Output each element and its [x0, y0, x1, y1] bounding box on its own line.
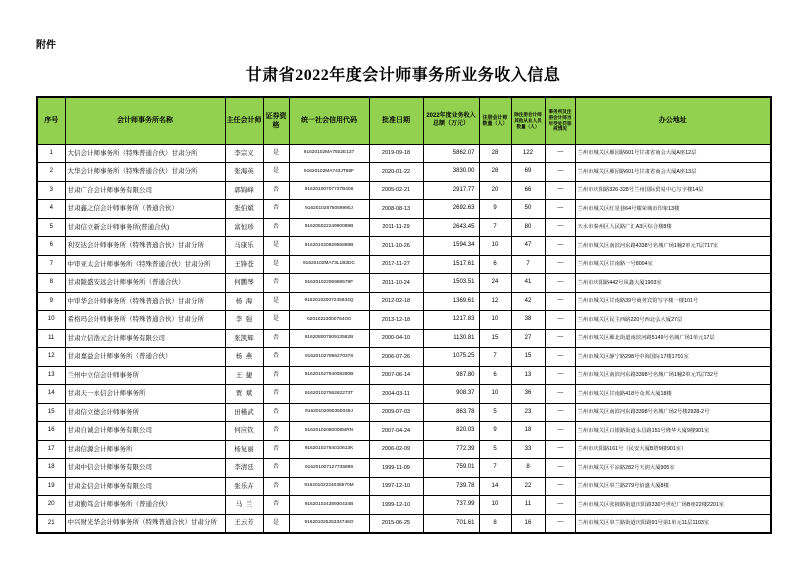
cell-approval-date: 2006-07-26: [369, 348, 423, 367]
cell-credit-code: 91620102224038570M: [289, 477, 369, 496]
cell-revenue: 1369.61: [423, 292, 479, 311]
cell-cpa-count: 15: [479, 329, 511, 348]
cell-index: 7: [37, 255, 65, 274]
cell-chief-accountant: 郭锦峰: [225, 181, 263, 200]
cell-chief-accountant: 王锋苍: [225, 255, 263, 274]
cell-approval-date: 2000-04-10: [369, 329, 423, 348]
cell-punishment: -----: [545, 274, 575, 293]
cell-index: 18: [37, 459, 65, 478]
cell-credit-code: 91620102525334746O: [289, 514, 369, 533]
cell-address: 兰州市城关区甘南路418号众邦大厦18楼: [575, 385, 771, 404]
cell-approval-date: 2008-08-13: [369, 200, 423, 219]
cell-approval-date: 1999-12-10: [369, 496, 423, 515]
cell-firm-name: 甘肃立信浩元会计师事务有限公司: [65, 329, 225, 348]
cell-punishment: -----: [545, 366, 575, 385]
cell-firm-name: 甘肃信立德会计师事务所: [65, 403, 225, 422]
cell-index: 5: [37, 218, 65, 237]
table-row: [37, 181, 771, 200]
cell-securities-qualification: 是: [263, 237, 289, 256]
cell-index: 15: [37, 403, 65, 422]
cell-firm-name: 甘肃信源会计师事务所: [65, 440, 225, 459]
cell-other-staff-count: 69: [511, 163, 545, 182]
cell-cpa-count: 14: [479, 477, 511, 496]
cell-address: 兰州市庆阳路161号（民安大厦B塔9楼901室）: [575, 440, 771, 459]
cell-revenue: 1075.25: [423, 348, 479, 367]
table-row: [37, 218, 771, 237]
cell-revenue: 737.99: [423, 496, 479, 515]
cell-securities-qualification: 是: [263, 144, 289, 163]
cell-cpa-count: 12: [479, 292, 511, 311]
cell-address: 兰州市庆阳路442号凤鑫大厦1903室: [575, 274, 771, 293]
cell-chief-accountant: 何应钦: [225, 422, 263, 441]
cell-other-staff-count: 27: [511, 329, 545, 348]
cell-approval-date: 2011-11-29: [369, 218, 423, 237]
cell-approval-date: 2009-07-03: [369, 403, 423, 422]
cell-index: 12: [37, 348, 65, 367]
cell-approval-date: 2012-02-18: [369, 292, 423, 311]
cell-credit-code: 62010223000764O0: [289, 311, 369, 330]
cell-other-staff-count: 16: [511, 514, 545, 533]
cell-securities-qualification: 否: [263, 274, 289, 293]
cell-securities-qualification: 否: [263, 366, 289, 385]
cell-firm-name: 中兴财光华会计师事务所（特殊普通合伙）甘肃分所: [65, 514, 225, 533]
cell-firm-name: 甘肃鑫之信会计师事务所（普通合伙）: [65, 200, 225, 219]
revenue-table: [36, 96, 772, 534]
cell-punishment: -----: [545, 218, 575, 237]
cell-address: 兰州市城关区甘南路39号商务宾馆写字楼一楼101号: [575, 292, 771, 311]
cell-cpa-count: 20: [479, 181, 511, 200]
cell-approval-date: 2020-01-22: [369, 163, 423, 182]
table-row: [37, 255, 771, 274]
cell-securities-qualification: 是: [263, 514, 289, 533]
attachment-label: 附件: [36, 40, 56, 51]
table-row: [37, 163, 771, 182]
cell-punishment: -----: [545, 255, 575, 274]
cell-chief-accountant: 杨 燕: [225, 348, 263, 367]
cell-punishment: -----: [545, 311, 575, 330]
cell-chief-accountant: 张乐卉: [225, 477, 263, 496]
column-header-address: 办公地址: [575, 97, 771, 144]
cell-revenue: 759.01: [423, 459, 479, 478]
cell-securities-qualification: 否: [263, 348, 289, 367]
cell-firm-name: 甘肃陇盛安远会计师事务所（普通合伙）: [65, 274, 225, 293]
cell-punishment: -----: [545, 422, 575, 441]
table-row: [37, 292, 771, 311]
cell-chief-accountant: 王 捷: [225, 366, 263, 385]
cell-cpa-count: 7: [479, 218, 511, 237]
cell-punishment: -----: [545, 496, 575, 515]
cell-revenue: 3830.00: [423, 163, 479, 182]
cell-address: 兰州市城关区雁园路601号甘肃省商会大厦A座13层: [575, 163, 771, 182]
cell-cpa-count: 5: [479, 440, 511, 459]
cell-punishment: -----: [545, 144, 575, 163]
cell-chief-accountant: 杨 海: [225, 292, 263, 311]
column-header-chief-accountant: 主任会计师: [225, 97, 263, 144]
cell-approval-date: 2015-06-25: [369, 514, 423, 533]
cell-other-staff-count: 47: [511, 237, 545, 256]
cell-approval-date: 2013-12-18: [369, 311, 423, 330]
cell-approval-date: 2006-02-09: [369, 440, 423, 459]
cell-credit-code: 91620102MA7502E137: [289, 144, 369, 163]
cell-index: 11: [37, 329, 65, 348]
cell-index: 21: [37, 514, 65, 533]
cell-credit-code: 91620102MA743JT86F: [289, 163, 369, 182]
cell-credit-code: 91620102784010613K: [289, 440, 369, 459]
cell-revenue: 2643.45: [423, 218, 479, 237]
cell-securities-qualification: 否: [263, 459, 289, 478]
cell-other-staff-count: 18: [511, 422, 545, 441]
cell-address: 兰州市城关区南滨河东路3398号名城广场2号楼2928-2号: [575, 403, 771, 422]
cell-chief-accountant: 张伯斌: [225, 200, 263, 219]
cell-approval-date: 1997-12-10: [369, 477, 423, 496]
cell-revenue: 701.61: [423, 514, 479, 533]
cell-firm-name: 甘肃广合会计师事务有限公司: [65, 181, 225, 200]
column-header-credit-code: 统一社会信用代码: [289, 97, 369, 144]
cell-punishment: -----: [545, 385, 575, 404]
column-header-other-staff-count: 除注册会计师其他从业人员数量（人）: [511, 97, 545, 144]
table-row: [37, 329, 771, 348]
cell-punishment: -----: [545, 348, 575, 367]
cell-chief-accountant: 贾 斌: [225, 385, 263, 404]
cell-other-staff-count: 15: [511, 348, 545, 367]
cell-cpa-count: 24: [479, 274, 511, 293]
cell-firm-name: 甘肃信立新会计师事务所(普通合伙): [65, 218, 225, 237]
cell-firm-name: 大信会计师事务所（特殊普通合伙）甘肃分所: [65, 144, 225, 163]
cell-punishment: -----: [545, 403, 575, 422]
cell-index: 17: [37, 440, 65, 459]
cell-firm-name: 甘肃自诚会计师事务有限公司: [65, 422, 225, 441]
cell-securities-qualification: 否: [263, 181, 289, 200]
cell-credit-code: 91620100707737B406: [289, 181, 369, 200]
cell-credit-code: 91620102MA73L1B3DC: [289, 255, 369, 274]
cell-chief-accountant: 张海英: [225, 163, 263, 182]
cell-credit-code: 916201027896270378: [289, 348, 369, 367]
cell-revenue: 2917.77: [423, 181, 479, 200]
cell-approval-date: 2005-02-21: [369, 181, 423, 200]
cell-address: 兰州市城关区白银路街道永昌路151号隆华大厦9楼901室: [575, 422, 771, 441]
cell-address: 兰州市城关区平凉路282号天润大厦905室: [575, 459, 771, 478]
cell-approval-date: 2007-04-24: [369, 422, 423, 441]
table-row: [37, 422, 771, 441]
cell-index: 2: [37, 163, 65, 182]
cell-revenue: 908.37: [423, 385, 479, 404]
column-header-cpa-count: 注册会计师数量（人）: [479, 97, 511, 144]
cell-securities-qualification: 是: [263, 163, 289, 182]
cell-firm-name: 利安达会计师事务所（特殊普通合伙）甘肃分所: [65, 237, 225, 256]
cell-cpa-count: 28: [479, 144, 511, 163]
cell-address: 兰州市城关区皋兰路279号佰盛大厦8楼: [575, 477, 771, 496]
cell-other-staff-count: 13: [511, 366, 545, 385]
cell-securities-qualification: 否: [263, 329, 289, 348]
cell-address: 兰州市城关区皋兰路街道庆阳路91号第1单元11层1103室: [575, 514, 771, 533]
cell-address: 兰州市城关区雁北街道南滨河路5149号名城广场1单元17层: [575, 329, 771, 348]
cell-chief-accountant: 李清廷: [225, 459, 263, 478]
cell-index: 6: [37, 237, 65, 256]
cell-cpa-count: 9: [479, 200, 511, 219]
cell-firm-name: 兰州中立信会计师事务所: [65, 366, 225, 385]
cell-securities-qualification: 是: [263, 292, 289, 311]
cell-securities-qualification: 否: [263, 403, 289, 422]
cell-address: 兰州市庆阳路326-328号兰州国际贸易中心写字楼14层: [575, 181, 771, 200]
cell-punishment: -----: [545, 477, 575, 496]
cell-cpa-count: 10: [479, 385, 511, 404]
table-row: [37, 403, 771, 422]
cell-approval-date: 2011-10-26: [369, 237, 423, 256]
cell-chief-accountant: 马康乐: [225, 237, 263, 256]
table-row: [37, 477, 771, 496]
column-header-securities-qualification: 证券资格: [263, 97, 289, 144]
cell-revenue: 1130.81: [423, 329, 479, 348]
cell-approval-date: 2007-06-14: [369, 366, 423, 385]
cell-index: 10: [37, 311, 65, 330]
cell-securities-qualification: 否: [263, 200, 289, 219]
table-row: [37, 348, 771, 367]
cell-firm-name: 中审华会计师事务所（特殊普通合伙）甘肃分所: [65, 292, 225, 311]
cell-approval-date: 1999-11-09: [369, 459, 423, 478]
cell-index: 3: [37, 181, 65, 200]
cell-revenue: 1517.61: [423, 255, 479, 274]
column-header-punishment: 事务所及注册会计师当年受处罚惩戒情况: [545, 97, 575, 144]
cell-address: 兰州市城关区张掖路街道庆阳路330号世纪广场B座22楼2201室: [575, 496, 771, 515]
table-row: [37, 237, 771, 256]
cell-revenue: 987.80: [423, 366, 479, 385]
column-header-approval-date: 批准日期: [369, 97, 423, 144]
cell-address: 兰州市城关区甘南路一号8004室: [575, 255, 771, 274]
cell-address: 兰州市城关区南滨河东路3398号名城广场1幢2单元7层732号: [575, 366, 771, 385]
cell-cpa-count: 10: [479, 311, 511, 330]
cell-cpa-count: 8: [479, 514, 511, 533]
cell-other-staff-count: 122: [511, 144, 545, 163]
cell-credit-code: 91620102092955868B: [289, 237, 369, 256]
cell-revenue: 820.03: [423, 422, 479, 441]
cell-chief-accountant: 张凯辉: [225, 329, 263, 348]
cell-other-staff-count: 7: [511, 255, 545, 274]
cell-other-staff-count: 36: [511, 385, 545, 404]
cell-cpa-count: 6: [479, 255, 511, 274]
cell-index: 16: [37, 422, 65, 441]
cell-chief-accountant: 马 兰: [225, 496, 263, 515]
cell-cpa-count: 10: [479, 237, 511, 256]
cell-approval-date: 2011-10-24: [369, 274, 423, 293]
cell-cpa-count: 9: [479, 422, 511, 441]
cell-revenue: 863.78: [423, 403, 479, 422]
cell-revenue: 739.78: [423, 477, 479, 496]
table-row: [37, 200, 771, 219]
cell-credit-code: 91620102438930434B: [289, 496, 369, 515]
cell-securities-qualification: 否: [263, 440, 289, 459]
cell-other-staff-count: 42: [511, 292, 545, 311]
cell-index: 19: [37, 477, 65, 496]
cell-firm-name: 甘肃勤笃会计师事务所（普通合伙）: [65, 496, 225, 515]
cell-cpa-count: 10: [479, 496, 511, 515]
cell-chief-accountant: 杨复丽: [225, 440, 263, 459]
cell-firm-name: 甘肃中信会计师事务有限公司: [65, 459, 225, 478]
cell-other-staff-count: 11: [511, 496, 545, 515]
cell-firm-name: 甘肃天一永信会计师事务所: [65, 385, 225, 404]
table-row: [37, 274, 771, 293]
cell-index: 9: [37, 292, 65, 311]
cell-securities-qualification: 否: [263, 422, 289, 441]
cell-credit-code: 91620102756262273T: [289, 385, 369, 404]
column-header-revenue: 2022年度业务收入总额（万元）: [423, 97, 479, 144]
cell-credit-code: 91620102794008280B: [289, 366, 369, 385]
cell-punishment: -----: [545, 181, 575, 200]
cell-securities-qualification: 是: [263, 311, 289, 330]
cell-securities-qualification: 否: [263, 477, 289, 496]
cell-credit-code: 91620102295989579F: [289, 274, 369, 293]
cell-approval-date: 2004-03-11: [369, 385, 423, 404]
cell-index: 20: [37, 496, 65, 515]
cell-cpa-count: 7: [479, 459, 511, 478]
cell-firm-name: 大华会计师事务所（特殊普通合伙）甘肃分所: [65, 163, 225, 182]
cell-address: 天水市秦州区人民路广汇A3区综合楼8楼: [575, 218, 771, 237]
cell-securities-qualification: 否: [263, 496, 289, 515]
cell-credit-code: 91620102007245934Q: [289, 292, 369, 311]
cell-approval-date: 2017-11-27: [369, 255, 423, 274]
cell-punishment: -----: [545, 440, 575, 459]
cell-other-staff-count: 50: [511, 200, 545, 219]
cell-securities-qualification: 是: [263, 255, 289, 274]
cell-address: 兰州市城关区雁园路601号甘肃省商会大厦A座12层: [575, 144, 771, 163]
table-row: [37, 514, 771, 533]
cell-revenue: 5862.07: [423, 144, 479, 163]
cell-revenue: 2692.63: [423, 200, 479, 219]
table-body: [37, 144, 771, 533]
cell-cpa-count: 7: [479, 348, 511, 367]
cell-punishment: -----: [545, 459, 575, 478]
header-row: [37, 97, 771, 144]
table-row: [37, 385, 771, 404]
cell-other-staff-count: 33: [511, 440, 545, 459]
cell-punishment: -----: [545, 514, 575, 533]
cell-securities-qualification: 否: [263, 218, 289, 237]
cell-credit-code: 91620102090350049J: [289, 403, 369, 422]
cell-punishment: -----: [545, 329, 575, 348]
cell-index: 1: [37, 144, 65, 163]
cell-revenue: 772.39: [423, 440, 479, 459]
cell-index: 8: [37, 274, 65, 293]
cell-revenue: 1503.51: [423, 274, 479, 293]
table-row: [37, 459, 771, 478]
cell-index: 4: [37, 200, 65, 219]
page-title: 甘肃省2022年度会计师事务所业务收入信息: [245, 67, 561, 84]
cell-credit-code: 916201020800085IRN: [289, 422, 369, 441]
cell-punishment: -----: [545, 292, 575, 311]
cell-firm-name: 希格玛会计师事务所（特殊普通合伙）甘肃分所: [65, 311, 225, 330]
cell-address: 兰州市城关区静宁路298号中海国际17楼1701室: [575, 348, 771, 367]
cell-other-staff-count: 22: [511, 477, 545, 496]
cell-cpa-count: 5: [479, 403, 511, 422]
cell-index: 13: [37, 366, 65, 385]
table-row: [37, 440, 771, 459]
cell-chief-accountant: 何鹏琴: [225, 274, 263, 293]
cell-cpa-count: 28: [479, 163, 511, 182]
cell-chief-accountant: 王云芳: [225, 514, 263, 533]
table-row: [37, 144, 771, 163]
cell-firm-name: 甘肃嘉益会计师事务所（普通合伙）: [65, 348, 225, 367]
cell-securities-qualification: 否: [263, 385, 289, 404]
cell-approval-date: 2019-09-18: [369, 144, 423, 163]
cell-punishment: -----: [545, 163, 575, 182]
cell-address: 兰州市城关区红星巷64号耀荣城市印象13楼: [575, 200, 771, 219]
cell-index: 14: [37, 385, 65, 404]
cell-chief-accountant: 田槿武: [225, 403, 263, 422]
cell-credit-code: 91620502224990089B: [289, 218, 369, 237]
cell-firm-name: 甘肃金信会计师事务有限公司: [65, 477, 225, 496]
cell-revenue: 1594.34: [423, 237, 479, 256]
cell-chief-accountant: 李 强: [225, 311, 263, 330]
cell-address: 兰州市城关区民主西路220号西北弘大厦27层: [575, 311, 771, 330]
cell-cpa-count: 6: [479, 366, 511, 385]
cell-punishment: -----: [545, 200, 575, 219]
table-row: [37, 366, 771, 385]
cell-chief-accountant: 李宗义: [225, 144, 263, 163]
column-header-firm-name: 会计师事务所名称: [65, 97, 225, 144]
cell-other-staff-count: 23: [511, 403, 545, 422]
cell-other-staff-count: 38: [511, 311, 545, 330]
cell-punishment: -----: [545, 237, 575, 256]
cell-firm-name: 中审亚太会计师事务所（特殊普通合伙）甘肃分所: [65, 255, 225, 274]
cell-revenue: 1217.83: [423, 311, 479, 330]
cell-chief-accountant: 富恒珍: [225, 218, 263, 237]
cell-credit-code: 91620102675059990J: [289, 200, 369, 219]
cell-credit-code: 91620800750913582B: [289, 329, 369, 348]
cell-other-staff-count: 41: [511, 274, 545, 293]
cell-credit-code: 916201007127735898: [289, 459, 369, 478]
table-row: [37, 496, 771, 515]
column-header-index: 序号: [37, 97, 65, 144]
cell-other-staff-count: 80: [511, 218, 545, 237]
table-row: [37, 311, 771, 330]
cell-other-staff-count: 66: [511, 181, 545, 200]
cell-address: 兰州市城关区南滨河东路4338号名城广场1幢2单元7层717室: [575, 237, 771, 256]
cell-other-staff-count: 8: [511, 459, 545, 478]
